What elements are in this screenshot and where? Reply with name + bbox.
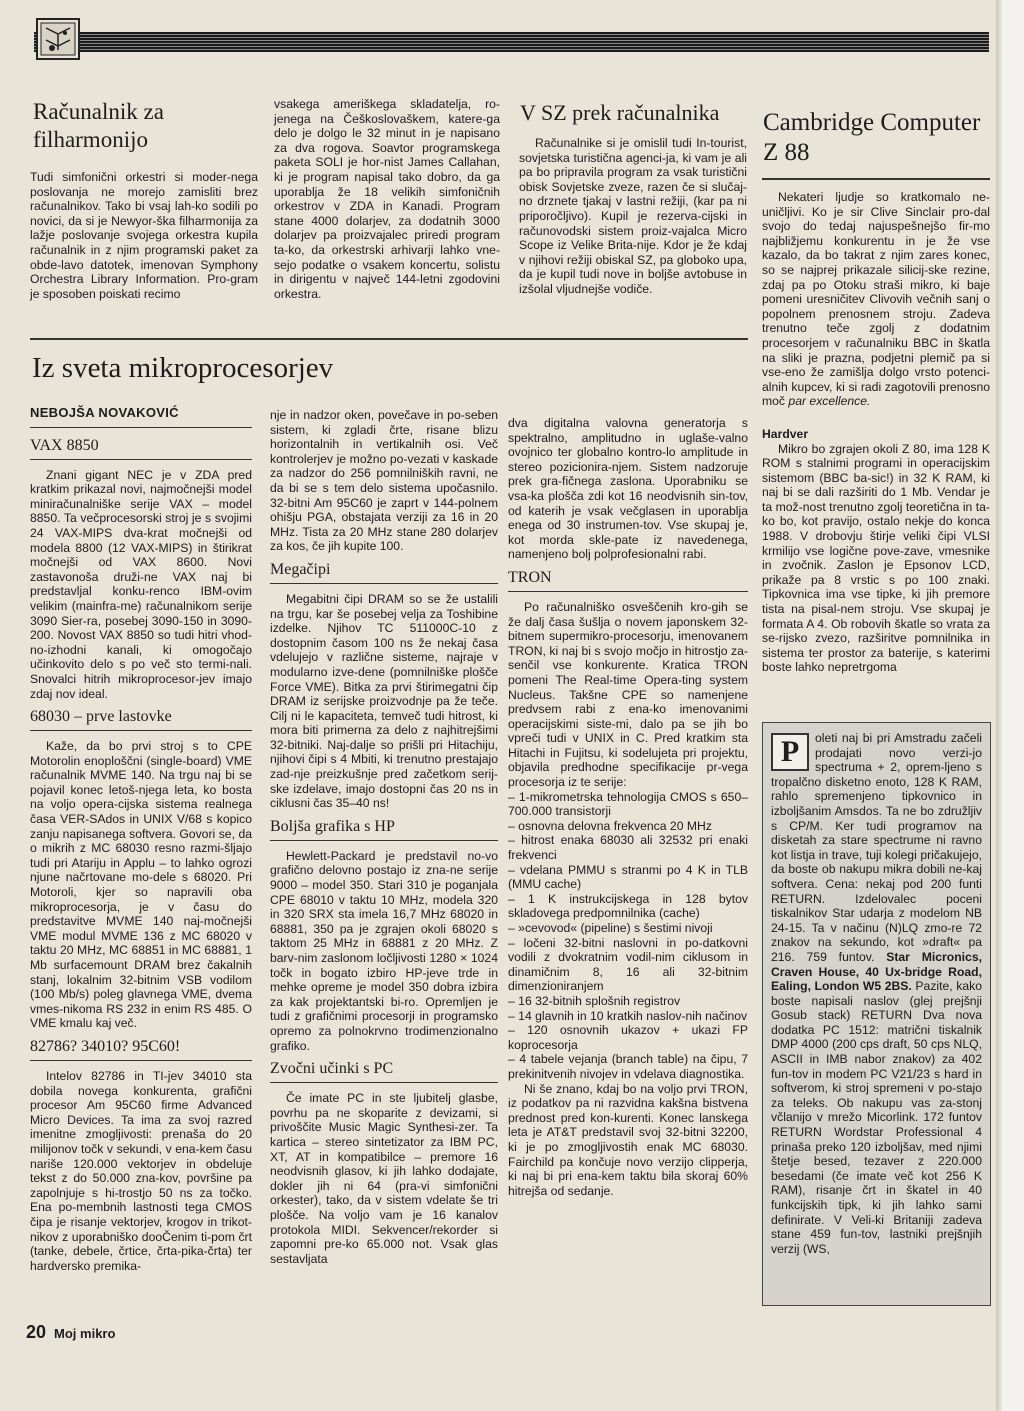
text-82786-continued: nje in nadzor oken, povečave in po-seben sistem, ki zgladi črte, risane blizu horizontalnih in vertikalnih osi. Več kontrolerjev je možno po-vezati v kaskade za nadzor do 256 pomnilniških ravni, ne da bi se s tem delo sistema upočasnilo. 32-bitni Am 95C60 je zaprt v 144-polnem ohišju PGA, obstajata verziji za 16 in 20 MHz. Tista za 20 MHz stane 280 dolarjev za kos, če jih kupite 100. — [270, 408, 498, 554]
cambridge-col — [762, 190, 990, 675]
magazine-name: Moj mikro — [54, 1326, 116, 1341]
text-hp: Hewlett-Packard je predstavil no-vo grafično delovno postajo iz zna-ne serije 9000 – model 350. Stari 310 je poganjala CPE 68010 v taktu 10 MHz, modela 320 in 320 SRX sta imela 16,7 MHz 68020 in 68881, 350 pa je zgrajen okoli 68020 s taktom 25 MHz in 68881 z 20 MHz. Z barv-nim zaslonom ločljivosti 1280 × 1024 točk in bogato izbiro HP-jeve trde in mehke opreme je model 350 dobra izbira za kak projektantski bi-ro. Opremljen je tudi z grafičnimi procesorji in programsko opremo za polnokrvno trodimenzionalno grafiko. — [270, 848, 498, 1053]
subhead-tron: TRON — [508, 568, 748, 592]
cambridge-title: Cambridge Computer Z 88 — [763, 109, 981, 166]
section-rule — [30, 338, 748, 340]
text-vax: Znani gigant NEC je v ZDA pred kratkim prikazal novi, najmočnejši model miniračunalniške serije VAX – model 8850. Ta večprocesorski stroj je s svojimi 24 VAX-MIPS dva-krat močnejši od modela 8800 (12 VAX-MIPS) in štirikrat močnejši od VAX 8600. Novi zastavonoša druži-ne VAX naj bi predstavljal konku-renco IBM-ovim velikim (mainfra-me) računalnikom serije 3090 Sier-ra, posebej 3090-150 in 3090-200. Novost VAX 8850 so tudi hitri vhod-no-izhodni kanali, ki omogočajo učinkovito delo s po več sto termi-nali. Snovalci hitrih mikroprocesor-jev imajo zdaj nov ideal. — [30, 467, 252, 701]
text-68030: Kaže, da bo prvi stroj s to CPE Motorolin enoploščni (single-board) VME računalnik MVME 140. Na trgu naj bi se pojavil konec letoš-njega leta, ko bosta na voljo opera-cijska sistema realnega časa VER-SAdos in UNIX V/68 s kopico zanju napisanega softvera. Govori se, da o mikrih z MC 68030 resno razmi-šljajo tudi pri Atariju in Applu – to lahko ogrozi njune načrtovane mo-dele s 68020. Pri Motoroli, kjer so napravili oba mikroprocesorja, je v času do predstavitve MVME 140 naj-močnejši VME modul MVME 136 z MC 68020 v taktu 20 MHz, MC 68851 in MC 68881, 1 Mb surfacemount DRAM brez čakalnih stanj, lokalnim 32-bitnim VSB vodilom (100 Mb/s) poleg glavnega VME, dvema vmes-nikoma RS 232 in enim RS 485. O VME kmalu kaj več. — [30, 739, 252, 1031]
list-item: – 4 tabele vejanja (branch table) na čipu, 7 prekinitvenih nivojev in vdelava diagnostika. — [508, 1052, 748, 1081]
list-item: – vdelana PMMU s stranmi po 4 K in TLB (MMU cache) — [508, 862, 748, 892]
cambridge-intro-emphasis: par excellence. — [788, 394, 871, 409]
vsz-col — [519, 136, 747, 297]
text-tron-end: Ni še znano, kdaj bo na voljo prvi TRON, iz podatkov pa ni razvidna kakšna bistvena prednost pred kon-kurenti. Konec lanskega leta je AT&T predstavil svoj 32-bitni 32200, ki je po zmogljivostih enak MC 68030. Fairchild pa končuje novo verzijo clipperja, ki naj bi pri ena-kem taktu bila skoraj 60% hitrejša od sedanje. — [508, 1081, 748, 1198]
subhead-82786: 82786? 34010? 95C60! — [30, 1037, 252, 1061]
filharmonija-text-1: Tudi simfonični orkestri si moder-nega poslovanja ne morejo zamisliti brez računalnikov. Tako bi vsaj lah-ko sodili po novici, da si je Newyor-ška filharmonija za lažje poslovanje svojega orkestra kupila računalnik in z njim programski paket za obde-lavo datotek, imenovan Symphony Orchestra Library Information. Pro-gram je sposoben poiskati recimo — [30, 170, 258, 301]
list-item: – 14 glavnih in 10 kratkih naslov-nih načinov — [508, 1008, 748, 1023]
page-footer — [26, 1322, 115, 1343]
news-box-address: Star Micronics, Craven House, 40 Ux-bridge Road, Ealing, London W5 2BS. — [771, 949, 983, 994]
news-box-text — [771, 731, 982, 1256]
filharmonija-text-2: vsakega ameriškega skladatelja, ro-jenega na Češkoslovaškem, katere-ga delo je dolgo le 32 minut in je napisano za dva rogova. Soavtor programskega paketa SOLI je hor-nist James Callahan, ki je program napisal tako dobro, da ga uporablja že 18 velikih simfoničnih orkestrov v ZDA in Kanadi. Program stane 4000 dolarjev, za dodatnih 3000 dolarjev pa proizvajalec priredi program ta-ko, da orkestrski arhivarji lahko vne-sejo podatke o vsakem koncertu, solistu in dirigentu v največ 144-letni zgodovini orkestra. — [274, 97, 500, 301]
drop-cap: P — [771, 733, 809, 771]
author-byline: NEBOJŠA NOVAKOVIĆ — [30, 406, 252, 428]
text-82786: Intelov 82786 in TI-jev 34010 sta dobila novega konkurenta, grafični procesor Am 95C60 firme Advanced Micro Devices. Ta ima za svoj razred imenitne zmogljivosti: prenaša do 20 milijonov točk v sekundi, v ena-kem času nariše 120.000 vektorjev in obdeluje tekst z do 50.000 zna-kov, površine pa zapolnjuje s hi-trostjo 50 ns za točko. Ena po-membnih lastnosti tega CMOS čipa je risanje vektorjev, krogov in trikot-nikov z uporabniško dooČenim ti-pom črt (tanke, debele, črtice, črta-pika-črta) ter hardversko premika- — [30, 1068, 252, 1273]
list-item: – 120 osnovnih ukazov + ukazi FP koprocesorja — [508, 1023, 748, 1052]
cambridge-intro: Nekateri ljudje so kratkomalo ne-uničljivi. Ko je sir Clive Sinclair pro-dal svojo do tedaj najuspešnejšo fir-mo najbližjemu konkurentu in je že vse kazalo, da bo takrat z njim zares konec, so se najprej prikazale silicij-ske rezine, zdaj pa po Otoku straši mikro, ki baje pomeni uresničitev Clivovih večnih sanj o popolnem prenosnem stroju. Zadeva trenutno teče zgolj z dodatnim procesorjem v računalniku BBC in škatla na sliki je prazna, podjetni plemič pa si vse-eno že zamišlja dolgo vrsto potenci-alnih kupcev, ki si radi zagotovili prenosno moč — [762, 190, 990, 409]
mikro-col1 — [30, 406, 252, 1273]
header-bar — [34, 32, 989, 52]
filharmonija-col2 — [274, 97, 500, 301]
subhead-hp: Boljša grafika s HP — [270, 817, 498, 841]
cambridge-hardware-heading: Hardver — [762, 426, 809, 441]
text-zvocni: Če imate PC in ste ljubitelj glasbe, povrhu pa ne skoparite z devizami, si privoščite Music Magic Synthesi-zer. Ta kartica – stereo sintetizator za IBM PC, XT, AT in kompatibilce – premore 16 neodvisnih glasov, ki jih lahko dodajate, dokler jih ni 64 (pra-vi simfonični orkester), tako, da v sistem vdelate še tri plošče. Na voljo vam je 16 kanalov protokola MIDI. Sekvencer/rekorder si zapomni pre-ko 65.000 not. Vsak glas sestavljata — [270, 1091, 498, 1266]
cambridge-hardware-text: Mikro bo zgrajen okoli Z 80, ima 128 K ROM s stalnimi programi in operacijskim sistemom (BBC ba-sic!) in 32 K RAM, ki naj bi se dali razširiti do 1 Mb. Vendar je ta mož-nost trenutno zgolj teoretična in ta-ko bo, kot pravijo, ostalo nekje do konca 1988. V drobovju štirje veliki čipi VLSI krmilijo vse logične pove-zave, vmesnike in zvočnik. Zaslon je Epsonov LCD, prikaže pa 8 vrstic s po 100 znaki. Tipkovnica ima vse tipke, ki jih premore tista na pisal-nem stroju. Vse skupaj je formata A 4. Ob robovih škatle so vrata za se-rijsko zvezo, razširitve pomnilnika in sistema ter prostor za baterije, s katerimi boste lahko nepretrgoma — [762, 441, 990, 675]
subhead-68030: 68030 – prve lastovke — [30, 707, 252, 731]
section-logo-icon — [36, 18, 80, 60]
cambridge-rule — [762, 178, 990, 180]
mikro-title: Iz sveta mikroprocesorjev — [32, 352, 334, 384]
list-item: – 1-mikrometrska tehnologija CMOS s 650–700.000 transistorji — [508, 789, 748, 819]
subhead-zvocni: Zvočni učinki s PC — [270, 1059, 498, 1083]
next-page-edge — [1002, 0, 1024, 1411]
subhead-vax: VAX 8850 — [30, 436, 252, 460]
mikro-col3 — [508, 416, 748, 1198]
filharmonija-col1 — [30, 170, 258, 301]
text-zvocni-continued: dva digitalna valovna generatorja s spektralno, amplitudno in uglaše-valno ovojnico ter globalno kontro-lo amplitude in stereo pozicionira-njem. Sistem nadzoruje prek gra-fičnega zaslona. Uporabniku se vsa-ka plošča zdi kot 16 neodvisnih sin-tov, od katerih je vsak večglasen in uporablja enega od 30 instrumen-tov. Vse skupaj je, kot morda skle-pate iz navedenega, namenjeno bolj polprofesionalni rabi. — [508, 416, 748, 562]
mikro-col2 — [270, 408, 498, 1266]
subhead-megacipi: Megačipi — [270, 560, 498, 584]
vsz-title: V SZ prek računalnika — [520, 100, 720, 125]
list-item: – hitrost enaka 68030 ali 32532 pri enaki frekvenci — [508, 833, 748, 863]
page-number: 20 — [26, 1322, 47, 1342]
list-item: – 16 32-bitnih splošnih registrov — [508, 993, 681, 1008]
list-item: – 1 K instrukcijskega in 128 bytov skladovega predpomnilnika (cache) — [508, 891, 748, 921]
news-box — [762, 722, 991, 1306]
vsz-text: Računalnike si je omislil tudi In-tourist, sovjetska turistična agenci-ja, ki vam je ali pa bo pripravila program za vsak turistični obisk Sovjetske zveze, razen če si slučaj-no drznete tjakaj v lastni režiji, (kar pa ni priporočljivo). Kupil je rezerva-cijski in računovodski sistem proiz-vajalca Micro Scope iz Velike Brita-nije. Kdor je že kdaj v njihovi režiji obiskal SZ, pa globoko upa, da je kupil tudi nove in boljše avtobuse in izšolal vljudnejše vodiče. — [519, 136, 747, 296]
list-item: – »cevovod« (pipeline) s šestimi nivoji — [508, 921, 713, 935]
filharmonija-title: Računalnik za filharmonijo — [33, 99, 164, 152]
news-box-body: oleti naj bi pri Amstradu začeli prodajati novo verzi-jo spectruma + 2, oprem-ljeno s tropalčno disketno enoto, 128 K RAM, rahlo spremenjeno tipkovnico in izboljšanim Amsdos. Ta ne bo združljiv s CP/M. Ker tudi programov na disketah za stare spectrume ni ravno kot listja in trave, tuji kolegi pričakujejo, da boste ob nakupu mikra dobili ne-kaj softvera. Cena: nekaj pod 200 funti RETURN. Izdelovalec poceni tiskalnikov Star udarja z modelom NB 24-15. Ta v načinu (N)LQ zmo-re 72 znakov na sekundo, kot »draft« pa 216. 759 funtov. — [771, 731, 982, 964]
news-box-body-2: Pazite, kako boste napisali naslov (glej prejšnji Gosub stack) RETURN Dva nova dodatka PC 1512: matrični tiskalnik DMP 4000 (200 cps draft, 50 cps NLQ, ASCII in IMB nabor znakov) za 402 fun-tov in modem PC V21/23 s hard in softverom, ki stroj spremeni v po-stajo za teleks. Ob nakupu vas za-stonj včlanijo v mrežo Micorlink. 172 funtov RETURN Wordstar Professional 4 prinaša preko 120 izboljšav, med njimi štetje besed, tezaver z 220.000 besedami (če imate več kot 256 K RAM), risanje črt in škatel in 40 funkcijskih tipk, ki jih lahko sami definirate. V Veli-ki Britaniji zadeva stane 459 fun-tov, lastniki prejšnjih verzij (WS, — [771, 979, 983, 1256]
text-tron: Po računalniško osveščenih kro-gih se že dalj časa šušlja o novem japonskem 32-bitnem supermikro-procesorju, imenovanem TRON, ki naj bi s svojo močjo in hitrostjo za-senčil vse konkurente. Kratica TRON pomeni The Real-time Opera-ting system Nucleus. Takšne CPE so namenjene predvsem rabi z ena-ko imenovanimi operacijskimi siste-mi, dalo pa se jih bo vpreči tudi v UNIX in C. Pred kratkim sta Hitachi in Fujitsu, ki sodelujeta pri projektu, objavila predhodne specifikacije pr-vega procesorja iz te serije: — [508, 599, 748, 790]
list-item: – osnovna delovna frekvenca 20 MHz — [508, 818, 712, 833]
list-item: – ločeni 32-bitni naslovni in po-datkovni vodili z dvokratnim vodil-nim ciklusom in dinamičnim 8, 16 ali 32-bitnim dimenzioniranjem — [508, 935, 748, 994]
text-megacipi: Megabitni čipi DRAM so se že ustalili na trgu, kar še posebej velja za Toshibine izdelke. Njihov TC 511000C-10 z dostopnim časom 100 ns že nekaj časa vdelujejo v različne sisteme, najraje v modularno izve-dene (pomnilniške plošče Force VME). Bitka za prvi štirimegatni čip DRAM iz serijske proizvodnje pa že teče. Cilj ni le kapaciteta, temveč tudi hitrost, ki mora biti primerna za delo z najhitrejšimi 32-bitniki. Naj-dalje so prišli pri Hitachiju, njihovi čipi s 4 Mbiti, ki trenutno prestajajo zad-nje preizkušnje pred začetkom serij-ske izdelave, imajo dostopni čas 20 ns in ciklusni čas 35–40 ns! — [270, 591, 498, 811]
